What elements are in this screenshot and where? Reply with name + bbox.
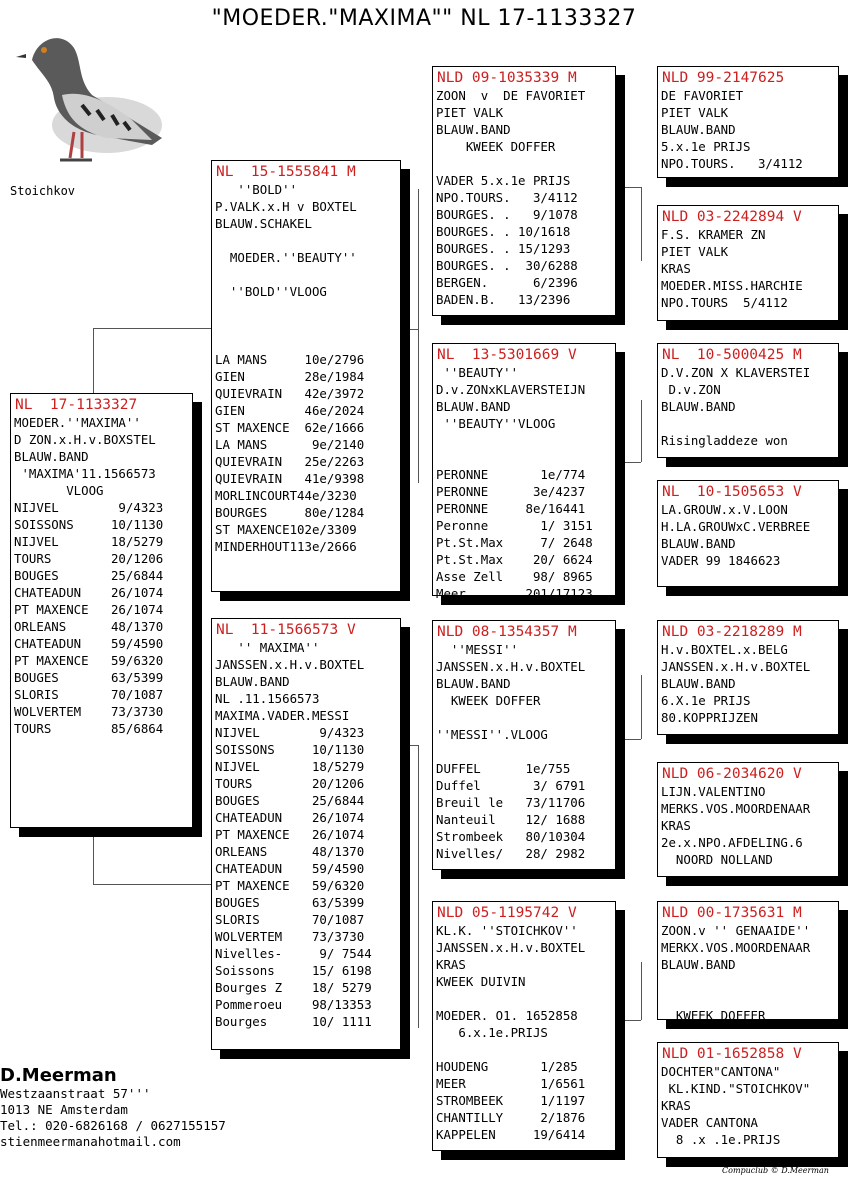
card-line: BLAUW.BAND	[14, 449, 89, 464]
card-line: ZOON.v '' GENAAIDE''	[661, 923, 811, 938]
card-line: ST MAXENCE 62e/1666	[215, 420, 365, 435]
card-line: TOURS 85/6864	[14, 721, 164, 736]
card-line: NIJVEL 9/4323	[14, 500, 164, 515]
card-line: PT MAXENCE 26/1074	[215, 827, 365, 842]
pedigree-card-dam	[211, 618, 401, 1050]
pedigree-card-dam-dam	[432, 901, 616, 1151]
ring-number: NLD 03-2242894 V	[662, 209, 802, 225]
card-line: GIEN 46e/2024	[215, 403, 365, 418]
connector	[400, 745, 418, 746]
card-line: KL.KIND."STOICHKOV"	[661, 1081, 811, 1096]
ring-number: NL 13-5301669 V	[437, 347, 577, 363]
connector	[93, 828, 94, 884]
card-line: BLAUW.BAND	[436, 122, 511, 137]
card-line: CHATEADUN 26/1074	[14, 585, 164, 600]
card-line: DUFFEL 1e/755	[436, 761, 571, 776]
pedigree-card-sss	[657, 66, 839, 178]
pedigree-card-sire	[211, 160, 401, 592]
card-line: BLAUW.BAND	[661, 957, 736, 972]
breeder-info	[0, 1065, 226, 1150]
card-line: BLAUW.BAND	[661, 399, 736, 414]
card-line: MEER 1/6561	[436, 1076, 586, 1091]
connector	[641, 187, 642, 261]
card-line: STROMBEEK 1/1197	[436, 1093, 586, 1108]
card-line: SLORIS 70/1087	[14, 687, 164, 702]
ring-number: NLD 01-1652858 V	[662, 1046, 802, 1062]
card-line: Nivelles/ 28/ 2982	[436, 846, 586, 861]
card-line: Risingladdeze won	[661, 433, 788, 448]
pedigree-card-ssd	[657, 205, 839, 321]
card-line: NPO.TOURS 5/4112	[661, 295, 788, 310]
card-line	[658, 415, 838, 432]
card-line: NL .11.1566573	[215, 691, 320, 706]
card-line: Breuil le 73/11706	[436, 795, 586, 810]
card-line	[212, 317, 400, 334]
card-line: BOUGES 63/5399	[215, 895, 365, 910]
card-line: KWEEK DOFFER	[436, 139, 556, 154]
card-line	[433, 743, 615, 760]
card-line: F.S. KRAMER ZN	[661, 227, 766, 242]
card-line: MORLINCOURT44e/3230	[215, 488, 357, 503]
card-line	[433, 990, 615, 1007]
pedigree-card-dam-sire	[432, 620, 616, 870]
card-line: VADER CANTONA	[661, 1115, 758, 1130]
card-line: BOUGES 25/6844	[14, 568, 164, 583]
card-line: ORLEANS 48/1370	[215, 844, 365, 859]
card-line: QUIEVRAIN 42e/3972	[215, 386, 365, 401]
connector	[625, 187, 641, 188]
card-lines	[658, 641, 838, 726]
pedigree-card-ddd	[657, 1042, 839, 1158]
card-line: QUIEVRAIN 41e/9398	[215, 471, 365, 486]
card-lines	[11, 414, 192, 737]
card-line: JANSSEN.x.H.v.BOXTEL	[436, 659, 586, 674]
breeder-address: 1013 NE Amsterdam	[0, 1102, 128, 1117]
card-line: MERKX.VOS.MOORDENAAR	[661, 940, 811, 955]
card-line: PIET VALK	[661, 244, 729, 259]
ring-number: NL 11-1566573 V	[216, 622, 356, 638]
card-line	[433, 432, 615, 449]
card-line: ORLEANS 48/1370	[14, 619, 164, 634]
card-line: Soissons 15/ 6198	[215, 963, 372, 978]
card-line: Asse Zell 98/ 8965	[436, 569, 593, 584]
card-line: BADEN.B. 13/2396	[436, 292, 571, 307]
card-line: Pt.St.Max 20/ 6624	[436, 552, 593, 567]
card-line	[212, 232, 400, 249]
card-line: BOURGES. . 30/6288	[436, 258, 578, 273]
connector	[93, 884, 211, 885]
card-lines	[658, 922, 838, 1024]
card-line: MOEDER.''BEAUTY''	[215, 250, 357, 265]
card-line: Bourges Z 18/ 5279	[215, 980, 372, 995]
breeder-address: Westzaanstraat 57'''	[0, 1086, 151, 1101]
card-line: BOUGES 25/6844	[215, 793, 365, 808]
ring-number: NLD 06-2034620 V	[662, 766, 802, 782]
ring-number: NLD 03-2218289 M	[662, 624, 802, 640]
ring-number: NL 10-1505653 V	[662, 484, 802, 500]
card-lines	[658, 87, 838, 172]
card-line: '' MAXIMA''	[215, 640, 320, 655]
card-lines	[658, 783, 838, 868]
card-line	[212, 266, 400, 283]
card-line: PT MAXENCE 59/6320	[14, 653, 164, 668]
card-lines	[433, 87, 615, 308]
card-line: ZOON v DE FAVORIET	[436, 88, 586, 103]
card-lines	[212, 639, 400, 1030]
pedigree-card-dds	[657, 901, 839, 1023]
card-line: 5.x.1e PRIJS	[661, 139, 751, 154]
card-line	[433, 709, 615, 726]
card-line: KRAS	[661, 1098, 691, 1113]
card-line: NOORD NOLLAND	[661, 852, 773, 867]
card-line: VADER 5.x.1e PRIJS	[436, 173, 571, 188]
credit: Compuclub © D.Meerman	[722, 1166, 829, 1175]
card-line: ''BEAUTY''VLOOG	[436, 416, 556, 431]
card-line: Peronne 1/ 3151	[436, 518, 593, 533]
card-line: 80.KOPPRIJZEN	[661, 710, 758, 725]
card-line: CHATEADUN 26/1074	[215, 810, 365, 825]
card-line	[433, 1041, 615, 1058]
card-lines	[212, 181, 400, 555]
card-line: MERKS.VOS.MOORDENAAR	[661, 801, 811, 816]
card-line: ''MESSI''	[436, 642, 519, 657]
card-line: KWEEK DUIVIN	[436, 974, 526, 989]
card-line: PT MAXENCE 59/6320	[215, 878, 365, 893]
card-line: TOURS 20/1206	[215, 776, 365, 791]
card-line: Duffel 3/ 6791	[436, 778, 586, 793]
connector	[400, 329, 418, 330]
card-line: JANSSEN.x.H.v.BOXTEL	[661, 659, 811, 674]
card-line: KL.K. ''STOICHKOV''	[436, 923, 578, 938]
card-line: ''MESSI''.VLOOG	[436, 727, 548, 742]
card-line: LA MANS 10e/2796	[215, 352, 365, 367]
card-line: 2e.x.NPO.AFDELING.6	[661, 835, 803, 850]
card-line: 6.X.1e PRIJS	[661, 693, 751, 708]
card-line: D.V.ZON X KLAVERSTEI	[661, 365, 811, 380]
card-line: 6.x.1e.PRIJS	[436, 1025, 548, 1040]
connector	[93, 328, 211, 329]
card-line: WOLVERTEM 73/3730	[215, 929, 365, 944]
card-line: H.LA.GROUWxC.VERBREE	[661, 519, 811, 534]
card-line: BOURGES. . 15/1293	[436, 241, 571, 256]
card-line: WOLVERTEM 73/3730	[14, 704, 164, 719]
card-line: NIJVEL 18/5279	[14, 534, 164, 549]
card-line: BLAUW.BAND	[661, 676, 736, 691]
connector	[625, 462, 641, 463]
card-lines	[658, 1063, 838, 1148]
card-line: BOURGES. . 10/1618	[436, 224, 571, 239]
card-line: Bourges 10/ 1111	[215, 1014, 372, 1029]
card-line: MAXIMA.VADER.MESSI	[215, 708, 350, 723]
card-line: PT MAXENCE 26/1074	[14, 602, 164, 617]
card-line: BLAUW.BAND	[436, 399, 511, 414]
card-line: SOISSONS 10/1130	[14, 517, 164, 532]
pedigree-title: "MOEDER."MAXIMA"" NL 17-1133327	[211, 6, 637, 31]
card-line	[212, 300, 400, 317]
card-line: NPO.TOURS. 3/4112	[661, 156, 803, 171]
card-line: VADER 99 1846623	[661, 553, 781, 568]
card-line: MINDERHOUT113e/2666	[215, 539, 357, 554]
pedigree-card-sds	[657, 343, 839, 458]
card-line: BLAUW.SCHAKEL	[215, 216, 312, 231]
pedigree-card-dsd	[657, 762, 839, 877]
connector	[641, 962, 642, 1020]
pedigree-card-sire-sire	[432, 66, 616, 316]
card-line: PIET VALK	[661, 105, 729, 120]
ring-number: NL 10-5000425 M	[662, 347, 802, 363]
card-line: SLORIS 70/1087	[215, 912, 365, 927]
card-lines	[658, 501, 838, 569]
card-line: TOURS 20/1206	[14, 551, 164, 566]
card-line: Pommeroeu 98/13353	[215, 997, 372, 1012]
card-line: CHANTILLY 2/1876	[436, 1110, 586, 1125]
card-line: BOURGES. . 9/1078	[436, 207, 578, 222]
card-line: LA.GROUW.x.V.LOON	[661, 502, 788, 517]
card-line: 8 .x .1e.PRIJS	[661, 1132, 781, 1147]
card-line: 'MAXIMA'11.1566573	[14, 466, 156, 481]
card-line: JANSSEN.x.H.v.BOXTEL	[436, 940, 586, 955]
ring-number: NLD 08-1354357 M	[437, 624, 577, 640]
card-lines	[658, 364, 838, 449]
card-line: ST MAXENCE102e/3309	[215, 522, 357, 537]
card-line: KRAS	[661, 261, 691, 276]
card-line: LIJN.VALENTINO	[661, 784, 766, 799]
connector	[418, 329, 419, 483]
card-line: ''BEAUTY''	[436, 365, 519, 380]
card-line: KRAS	[661, 818, 691, 833]
card-line: Nivelles- 9/ 7544	[215, 946, 372, 961]
connector	[418, 745, 419, 1028]
ring-number: NLD 09-1035339 M	[437, 70, 577, 86]
connector	[418, 189, 419, 329]
card-line: BLAUW.BAND	[661, 122, 736, 137]
pigeon-photo	[12, 20, 177, 168]
ring-number: NLD 05-1195742 V	[437, 905, 577, 921]
connector	[625, 1020, 641, 1021]
card-line: Nanteuil 12/ 1688	[436, 812, 586, 827]
card-line: MOEDER.MISS.HARCHIE	[661, 278, 803, 293]
card-line: SOISSONS 10/1130	[215, 742, 365, 757]
connector	[641, 675, 642, 739]
card-line: PERONNE 1e/774	[436, 467, 586, 482]
card-line: PIET VALK	[436, 105, 504, 120]
card-line: NIJVEL 18/5279	[215, 759, 365, 774]
card-line: D ZON.x.H.v.BOXSTEL	[14, 432, 156, 447]
card-lines	[433, 641, 615, 862]
card-line: CHATEADUN 59/4590	[215, 861, 365, 876]
card-line	[658, 990, 838, 1007]
card-line: MOEDER.''MAXIMA''	[14, 415, 141, 430]
breeder-phone: Tel.: 020-6826168 / 0627155157	[0, 1118, 226, 1133]
card-line: P.VALK.x.H v BOXTEL	[215, 199, 357, 214]
connector	[625, 739, 641, 740]
card-line: QUIEVRAIN 25e/2263	[215, 454, 365, 469]
pedigree-card-subject	[10, 393, 193, 828]
ring-number: NL 15-1555841 M	[216, 164, 356, 180]
card-line: BLAUW.BAND	[215, 674, 290, 689]
ring-number: NLD 99-2147625	[662, 70, 785, 86]
card-line: BOUGES 63/5399	[14, 670, 164, 685]
card-line: GIEN 28e/1984	[215, 369, 365, 384]
card-line: DE FAVORIET	[661, 88, 744, 103]
card-line	[433, 449, 615, 466]
card-line: JANSSEN.x.H.v.BOXTEL	[215, 657, 365, 672]
card-line: KWEEK DOFFER	[436, 693, 541, 708]
card-line: Meer 201/17123	[436, 586, 593, 601]
pedigree-card-dss	[657, 620, 839, 735]
card-line: PERONNE 8e/16441	[436, 501, 586, 516]
breeder-name: D.Meerman	[0, 1065, 117, 1086]
pedigree-card-sire-dam	[432, 343, 616, 601]
ring-number: NL 17-1133327	[15, 397, 138, 413]
card-line: PERONNE 3e/4237	[436, 484, 586, 499]
card-line: KWEEK DOFFER	[661, 1008, 766, 1023]
card-line: D.v.ZONxKLAVERSTEIJN	[436, 382, 586, 397]
card-line: BLAUW.BAND	[436, 676, 511, 691]
card-lines	[658, 226, 838, 311]
card-lines	[433, 364, 615, 602]
card-line: H.v.BOXTEL.x.BELG	[661, 642, 788, 657]
card-line: BLAUW.BAND	[661, 536, 736, 551]
card-line: MOEDER. O1. 1652858	[436, 1008, 578, 1023]
card-line: NIJVEL 9/4323	[215, 725, 365, 740]
card-lines	[433, 922, 615, 1143]
card-line: LA MANS 9e/2140	[215, 437, 365, 452]
card-line: BOURGES 80e/1284	[215, 505, 365, 520]
card-line: HOUDENG 1/285	[436, 1059, 578, 1074]
card-line: KAPPELEN 19/6414	[436, 1127, 586, 1142]
card-line: CHATEADUN 59/4590	[14, 636, 164, 651]
card-line	[212, 334, 400, 351]
card-line: NPO.TOURS. 3/4112	[436, 190, 578, 205]
connector	[641, 400, 642, 462]
connector	[93, 328, 94, 394]
card-line: KRAS	[436, 957, 466, 972]
photo-caption: Stoichkov	[10, 184, 76, 198]
ring-number: NLD 00-1735631 M	[662, 905, 802, 921]
card-line: Pt.St.Max 7/ 2648	[436, 535, 593, 550]
card-line	[658, 973, 838, 990]
card-line	[433, 155, 615, 172]
card-line: ''BOLD''VLOOG	[215, 284, 327, 299]
breeder-email: stienmeermanahotmail.com	[0, 1134, 181, 1149]
card-line: D.v.ZON	[661, 382, 721, 397]
card-line: DOCHTER"CANTONA"	[661, 1064, 781, 1079]
card-line: VLOOG	[14, 483, 104, 498]
card-line: Strombeek 80/10304	[436, 829, 586, 844]
pedigree-card-sdd	[657, 480, 839, 587]
card-line: BERGEN. 6/2396	[436, 275, 578, 290]
card-line: ''BOLD''	[215, 182, 298, 197]
